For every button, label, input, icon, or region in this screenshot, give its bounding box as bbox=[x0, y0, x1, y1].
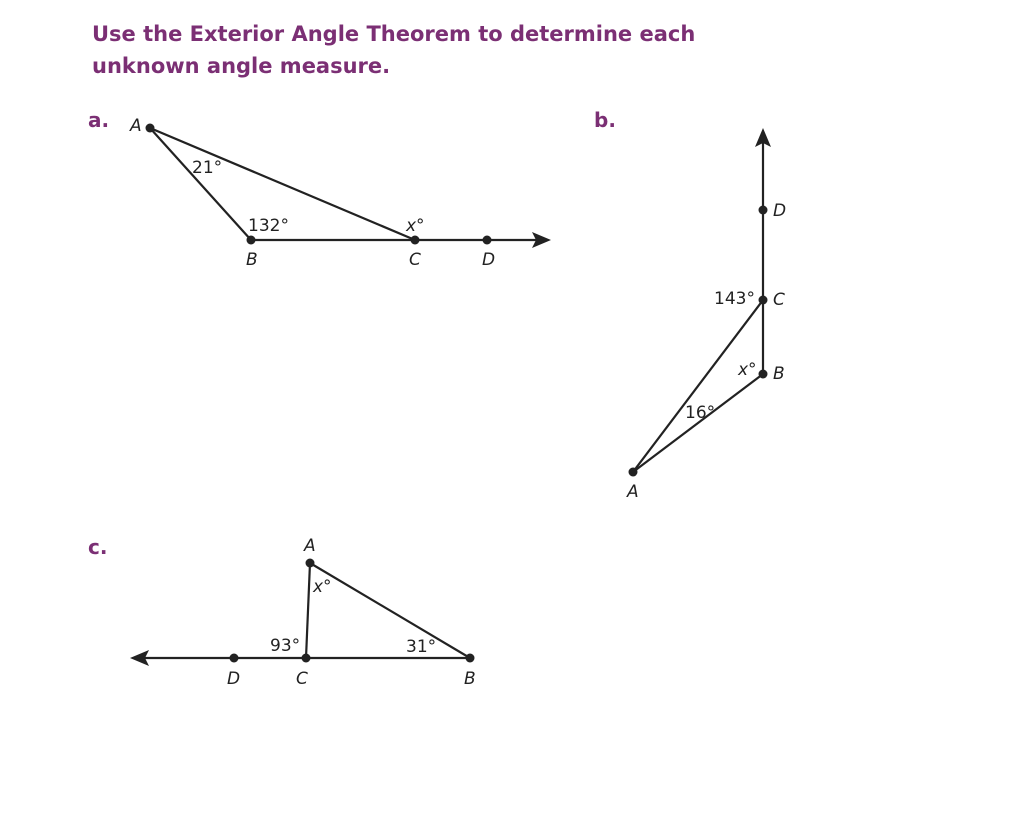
segment-a-ab bbox=[150, 128, 251, 240]
segment-b-ac bbox=[633, 300, 763, 472]
point-b-A bbox=[629, 468, 638, 477]
label-a-B: B bbox=[246, 250, 258, 270]
label-c-B: B bbox=[464, 669, 476, 689]
angle-b-exterior-C: 143° bbox=[714, 289, 755, 309]
problem-b-label: b. bbox=[594, 108, 616, 132]
diagram-c bbox=[130, 536, 476, 689]
label-a-D: D bbox=[482, 250, 496, 270]
angle-b-at-B: x° bbox=[738, 360, 757, 380]
angle-a-at-A: 21° bbox=[192, 158, 223, 178]
angle-a-exterior-C: x° bbox=[406, 216, 425, 236]
angle-c-at-B: 31° bbox=[406, 637, 437, 657]
angle-a-at-B: 132° bbox=[248, 216, 289, 236]
point-c-D bbox=[230, 654, 239, 663]
label-c-D: D bbox=[227, 669, 241, 689]
label-a-A: A bbox=[130, 116, 142, 136]
point-c-A bbox=[306, 559, 315, 568]
angle-b-at-A: 16° bbox=[685, 403, 716, 423]
segment-c-ab bbox=[310, 563, 470, 658]
label-b-B: B bbox=[773, 364, 785, 384]
problem-a-label: a. bbox=[88, 108, 110, 132]
segment-c-ac bbox=[306, 563, 310, 658]
diagram-b bbox=[626, 128, 786, 502]
point-a-C bbox=[411, 236, 420, 245]
label-a-C: C bbox=[409, 250, 421, 270]
point-c-C bbox=[302, 654, 311, 663]
angle-c-exterior-C: 93° bbox=[270, 636, 301, 656]
point-a-D bbox=[483, 236, 492, 245]
point-a-B bbox=[247, 236, 256, 245]
label-c-C: C bbox=[296, 669, 308, 689]
point-b-D bbox=[759, 206, 768, 215]
label-c-A: A bbox=[304, 536, 316, 556]
point-b-B bbox=[759, 370, 768, 379]
label-b-A: A bbox=[627, 482, 639, 502]
label-b-C: C bbox=[773, 290, 785, 310]
segment-b-ab bbox=[633, 374, 763, 472]
diagram-a bbox=[129, 116, 551, 270]
angle-c-at-A: x° bbox=[313, 577, 332, 597]
instruction-line-2: unknown angle measure. bbox=[92, 54, 391, 78]
problem-c-label: c. bbox=[88, 535, 108, 559]
point-a-A bbox=[146, 124, 155, 133]
point-c-B bbox=[466, 654, 475, 663]
instruction-line-1: Use the Exterior Angle Theorem to determine each bbox=[92, 22, 696, 46]
point-b-C bbox=[759, 296, 768, 305]
label-b-D: D bbox=[773, 201, 787, 221]
